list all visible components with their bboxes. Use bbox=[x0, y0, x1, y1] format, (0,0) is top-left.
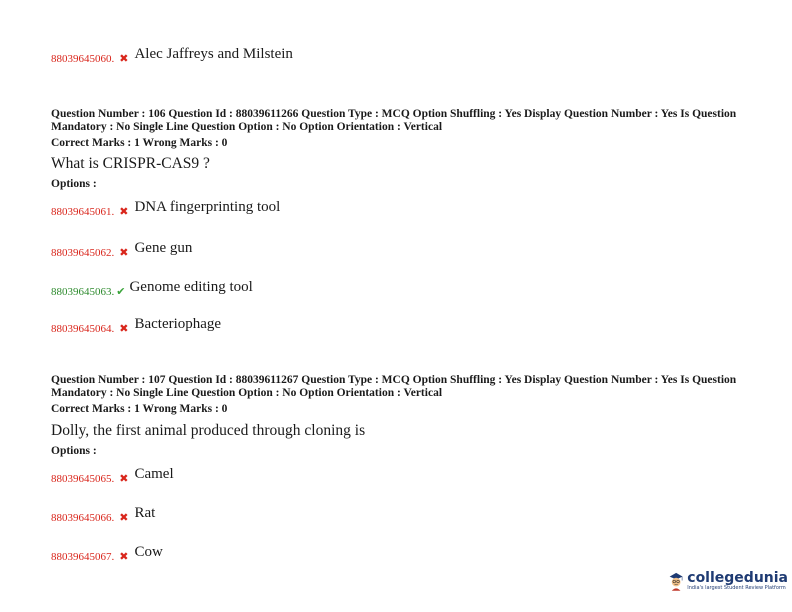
option-text: Bacteriophage bbox=[134, 316, 222, 332]
option-row bbox=[51, 199, 281, 223]
options-label: Options : bbox=[51, 178, 97, 190]
logo-tagline: India's largest Student Review Platform bbox=[687, 584, 786, 591]
option-row bbox=[51, 46, 293, 70]
option-id: 88039645063. bbox=[51, 286, 115, 298]
option-text: Alec Jaffreys and Milstein bbox=[134, 46, 293, 62]
option-row bbox=[51, 544, 163, 568]
option-row-correct bbox=[51, 279, 253, 303]
option-id: 88039645065. bbox=[51, 473, 115, 485]
option-text: Cow bbox=[134, 544, 163, 560]
cross-icon: ✖ bbox=[119, 550, 129, 563]
question-meta: Question Number : 107 Question Id : 88039611267 Question Type : MCQ Option Shuffling : Yes Display Question Number : Yes Is Question Mandatory : No Single Line Question Option : No Option Orientation : Vertical bbox=[51, 374, 737, 399]
options-label: Options : bbox=[51, 445, 97, 457]
option-text: Camel bbox=[134, 466, 174, 482]
cross-icon: ✖ bbox=[119, 52, 129, 65]
question-meta: Question Number : 106 Question Id : 88039611266 Question Type : MCQ Option Shuffling : Yes Display Question Number : Yes Is Question Mandatory : No Single Line Question Option : No Option Orientation : Vertical bbox=[51, 108, 737, 133]
option-id: 88039645064. bbox=[51, 323, 115, 335]
question-text: What is CRISPR-CAS9 ? bbox=[51, 155, 210, 172]
cross-icon: ✖ bbox=[119, 322, 129, 335]
option-row bbox=[51, 466, 174, 490]
cross-icon: ✖ bbox=[119, 205, 129, 218]
cross-icon: ✖ bbox=[119, 511, 129, 524]
logo-brand: collegedunia bbox=[687, 569, 788, 586]
marks-info: Correct Marks : 1 Wrong Marks : 0 bbox=[51, 403, 228, 415]
mascot-icon bbox=[668, 563, 684, 599]
collegedunia-logo bbox=[668, 561, 788, 601]
option-id: 88039645061. bbox=[51, 206, 115, 218]
option-text: Gene gun bbox=[134, 240, 193, 256]
option-id: 88039645067. bbox=[51, 551, 115, 563]
check-icon: ✔ bbox=[116, 285, 126, 298]
option-text: Rat bbox=[134, 505, 156, 521]
option-text: Genome editing tool bbox=[129, 279, 253, 295]
option-text: DNA fingerprinting tool bbox=[134, 199, 281, 215]
cross-icon: ✖ bbox=[119, 472, 129, 485]
cross-icon: ✖ bbox=[119, 246, 129, 259]
option-row bbox=[51, 316, 222, 340]
option-row bbox=[51, 240, 193, 264]
question-text: Dolly, the first animal produced through cloning is bbox=[51, 422, 366, 439]
marks-info: Correct Marks : 1 Wrong Marks : 0 bbox=[51, 137, 228, 149]
option-id: 88039645062. bbox=[51, 247, 115, 259]
option-row bbox=[51, 505, 156, 529]
option-id: 88039645066. bbox=[51, 512, 115, 524]
option-id: 88039645060. bbox=[51, 53, 115, 65]
